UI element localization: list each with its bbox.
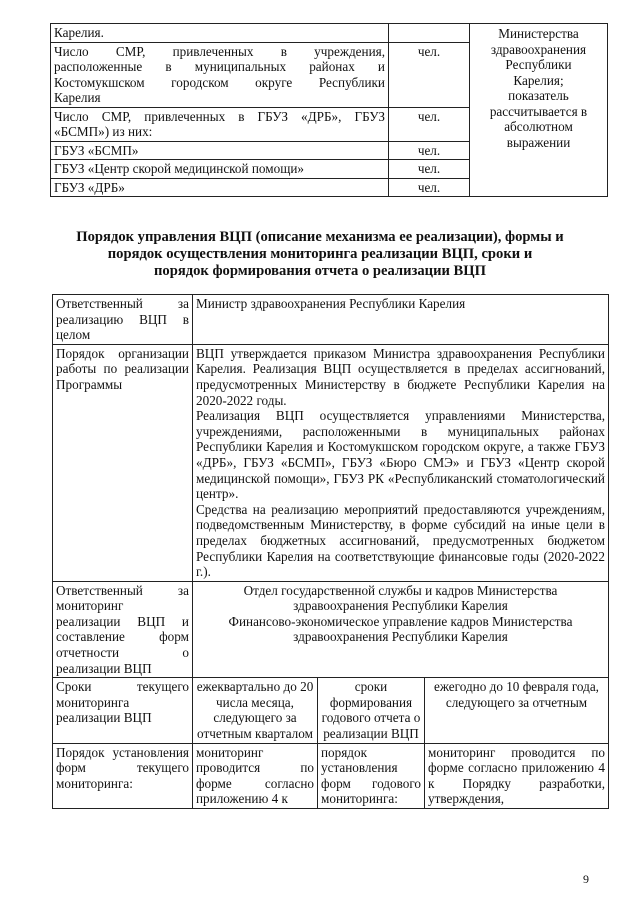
row-content [193,581,609,678]
indicator-unit [389,24,470,43]
table-row [53,743,609,808]
row-content: порядок установления форм годового мониторинга: [318,743,425,808]
paragraph: ВЦП утверждается приказом Министра здравоохранения Республики Карелия. Реализация ВЦП осуществляется в пределах ассигнований, предусмотренных Министерству в бюджете Республики Карелия на 2020-2022 годы. [196,345,605,408]
table-row [53,581,609,678]
source-note-line: здравоохранения [490,41,587,57]
indicator-name-line: «БСМП») из них: [54,124,153,139]
indicator-name-line: расположенные в муниципальных районах и [54,59,385,74]
indicator-name: ГБУЗ «Центр скорой медицинской помощи» [51,160,389,179]
indicator-unit: чел. [389,160,470,179]
indicator-name-line: Число СМР, привлеченных в учреждения, [54,43,385,59]
indicator-name: ГБУЗ «БСМП» [51,141,389,160]
paragraph: Финансово-экономическое управление кадров Министерства здравоохранения Республики Карелия [228,613,573,645]
row-label: Сроки текущего мониторинга реализации ВЦП [53,678,193,743]
row-content: мониторинг проводится по форме согласно приложению 4 к Порядку разработки, утверждения, [425,743,609,808]
management-table [52,294,609,809]
row-content: ежеквартально до 20 числа месяца, следующего за отчетным кварталом [193,678,318,743]
row-label: Ответственный за реализацию ВЦП в целом [53,295,193,345]
table-row [53,344,609,581]
indicator-name [51,107,389,141]
source-note-line: Республики [505,57,572,72]
indicator-unit: чел. [389,42,470,107]
heading-line: Порядок управления ВЦП (описание механизма ее реализации), формы и [76,229,564,245]
indicator-name-line: Карелия [54,90,101,105]
indicator-name-line: Костомукшском городском округе Республики [54,74,385,90]
heading-line: порядок осуществления мониторинга реализации ВЦП, сроки и [107,246,533,262]
indicator-name: ГБУЗ «ДРБ» [51,178,389,197]
table-row [51,24,608,43]
source-note-cell [470,24,608,197]
row-label: Ответственный за мониторинг реализации ВЦП и составление форм отчетности о реализации ВЦП [53,581,193,678]
paragraph: Средства на реализацию мероприятий предоставляются учреждениям, подведомственным Министерству, в форме субсидий на иные цели в пределах бюджетных ассигнований, предусмотренных бюджетом Республики Карелия на соответствующие финансовые годы (2020-2022 г.). [196,501,605,580]
indicator-name-line: Число СМР, привлеченных в ГБУЗ «ДРБ», ГБУЗ [54,108,385,124]
indicator-name: Карелия. [51,24,389,43]
indicator-unit: чел. [389,178,470,197]
indicator-unit: чел. [389,141,470,160]
row-label: Порядок установления форм текущего мониторинга: [53,743,193,808]
indicator-name [51,42,389,107]
table-row [53,678,609,743]
row-content: Министр здравоохранения Республики Карелия [193,295,609,345]
indicators-table [50,23,608,197]
row-content [193,344,609,581]
source-note-line: Министерства [498,26,579,41]
paragraph: Отдел государственной службы и кадров Министерства здравоохранения Республики Карелия [243,582,558,614]
source-note-line: рассчитывается в [489,103,588,119]
paragraph: Реализация ВЦП осуществляется управлениями Министерства, учреждениями, расположенными в муниципальных районах Республики Карелия и Костомукшском городском округе, а также ГБУЗ «ДРБ», ГБУЗ «БСМП», ГБУЗ «Бюро СМЭ» и ГБУЗ «Центр скорой медицинской помощи», ГБУЗ РК «Республиканский стоматологический центр». [196,408,605,502]
heading-line: порядок формирования отчета о реализации ВЦП [154,263,486,279]
row-label: Порядок организации работы по реализации Программы [53,344,193,581]
source-note-line: показатель [508,88,569,103]
section-heading [60,229,580,280]
source-note-line: абсолютном [504,119,573,134]
source-note-line: Карелия; [513,72,564,88]
row-content: мониторинг проводится по форме согласно приложению 4 к [193,743,318,808]
row-content: ежегодно до 10 февраля года, следующего за отчетным [425,678,609,743]
page-number: 9 [583,872,589,886]
indicator-unit: чел. [389,107,470,141]
table-row [53,295,609,345]
source-note-line: выражении [506,134,571,150]
row-content: сроки формирования годового отчета о реализации ВЦП [318,678,425,743]
